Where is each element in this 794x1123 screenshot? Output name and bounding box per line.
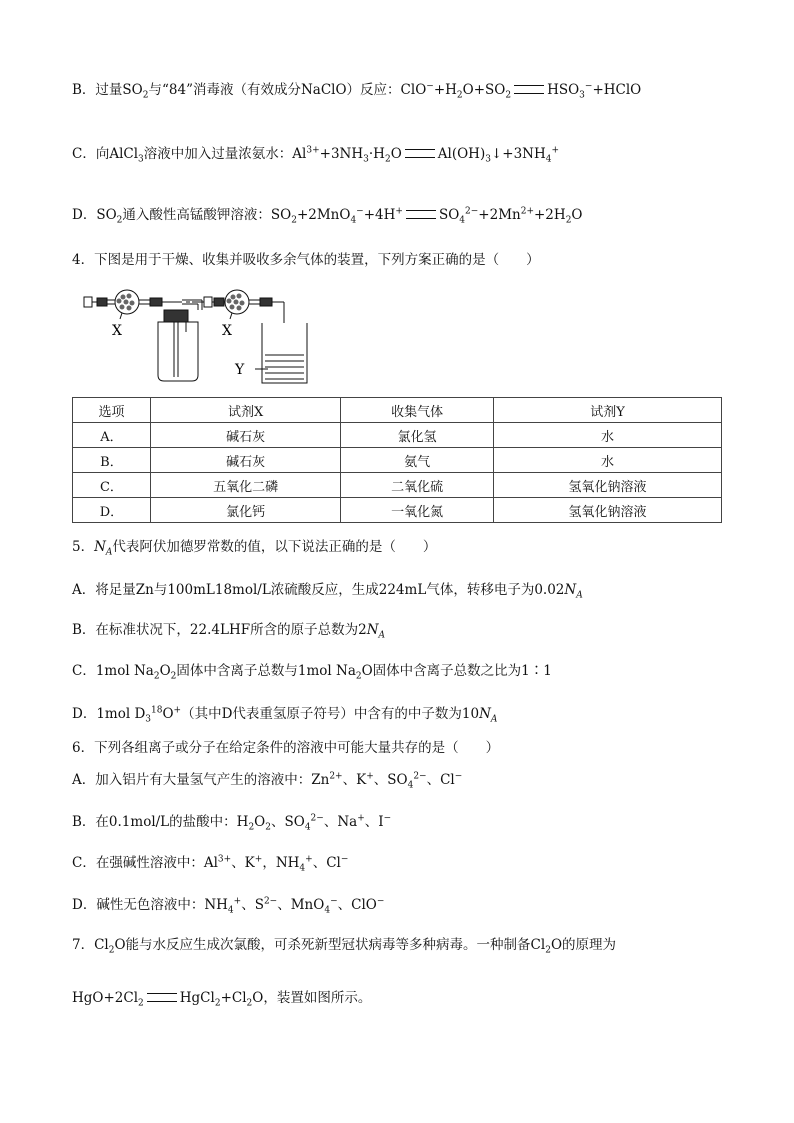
table-header: 收集气体 — [341, 398, 494, 423]
q5-option-d: D．1mol $D_3^{18}O^+$（其中D代表重氢原子符号）中含有的中子数为$10N_A$ — [72, 705, 498, 725]
table-cell: 碱石灰 — [150, 423, 340, 448]
table-cell: 碱石灰 — [150, 448, 340, 473]
question-6: 6．下列各组离子或分子在给定条件的溶液中可能大量共存的是（ ） — [72, 740, 500, 756]
equals-sign — [406, 210, 436, 219]
table-cell: 氢氧化钠溶液 — [494, 498, 722, 523]
label-x-right: X — [222, 323, 232, 339]
q5-option-a: A．将足量Zn与100mL18mol/L浓硫酸反应，生成224mL气体，转移电子为$0.02N_A$ — [72, 582, 583, 601]
table-row — [73, 498, 722, 523]
table-cell: 水 — [494, 448, 722, 473]
table-cell: 五氧化二磷 — [150, 473, 340, 498]
equals-sign — [405, 149, 435, 158]
table-cell: C． — [73, 473, 151, 498]
table-cell: 水 — [494, 423, 722, 448]
table-cell: 氯化氢 — [341, 423, 494, 448]
table-cell: 氢氧化钠溶液 — [494, 473, 722, 498]
table-header-row — [73, 398, 722, 423]
q3-option-b: B．过量$SO_2$与“84”消毒液（有效成分NaClO）反应：$ClO^-+H_2O+SO_2$ $HSO_3^-+HClO$ — [72, 81, 642, 101]
label-y: Y — [235, 362, 245, 378]
q5-option-c: C．1mol $Na_2O_2$固体中含离子总数与1mol $Na_2O$固体中含离子总数之比为1∶1 — [72, 663, 552, 682]
table-cell: B． — [73, 448, 151, 473]
table-row — [73, 473, 722, 498]
question-5: 5．$N_A$代表阿伏加德罗常数的值，以下说法正确的是（ ） — [72, 539, 437, 558]
table-cell: 二氧化硫 — [341, 473, 494, 498]
table-cell: 氯化钙 — [150, 498, 340, 523]
question-7-reaction: $HgO+2Cl_2$ $HgCl_2+Cl_2O$，装置如图所示。 — [72, 990, 372, 1009]
table-row — [73, 423, 722, 448]
label-x-left: X — [112, 323, 122, 339]
options-table — [72, 397, 722, 523]
equals-sign — [147, 993, 177, 1002]
q3-option-d: D．$SO_2$通入酸性高锰酸钾溶液：$SO_2+2MnO_4^-+4H^+$ $SO_4^{2-}+2Mn^{2+}+2H_2O$ — [72, 206, 583, 226]
question-7: 7．$Cl_2O$能与水反应生成次氯酸，可杀死新型冠状病毒等多种病毒。一种制备$Cl_2O$的原理为 — [72, 937, 617, 956]
q6-option-c: C．在强碱性溶液中：$Al^{3+}$、K+，$NH_4^+$、Cl− — [72, 854, 349, 874]
q3-option-c: C．向AlCl$_3$溶液中加入过量浓氨水：$Al^{3+}+3NH_3\cdot H_2O$ $Al(OH)_3↓+3NH_4^+$ — [72, 145, 560, 165]
table-header: 试剂X — [150, 398, 340, 423]
table-header: 试剂Y — [494, 398, 722, 423]
table-cell: A． — [73, 423, 151, 448]
question-4: 4．下图是用于干燥、收集并吸收多余气体的装置，下列方案正确的是（ ） — [72, 252, 540, 268]
equals-sign — [514, 85, 544, 94]
q6-option-b: B．在0.1mol/L的盐酸中：$H_2O_2$、$SO_4^{2-}$、Na+、I− — [72, 813, 392, 833]
apparatus-diagram — [82, 285, 322, 390]
q6-option-d: D．碱性无色溶液中：$NH_4^+$、$S^{2-}$、MnO$_4$−、ClO− — [72, 896, 385, 916]
table-header: 选项 — [73, 398, 151, 423]
table-cell: 一氧化氮 — [341, 498, 494, 523]
q5-option-b: B．在标准状况下，22.4LHF所含的原子总数为$2N_A$ — [72, 622, 385, 641]
table-cell: D． — [73, 498, 151, 523]
table-cell: 氨气 — [341, 448, 494, 473]
table-row — [73, 448, 722, 473]
q6-option-a: A．加入铝片有大量氢气产生的溶液中：$Zn^{2+}$、K+、$SO_4^{2-}$、Cl− — [72, 771, 463, 791]
